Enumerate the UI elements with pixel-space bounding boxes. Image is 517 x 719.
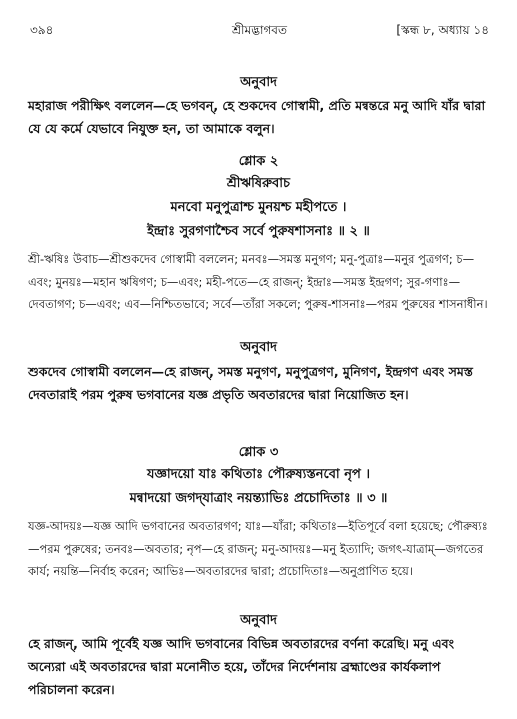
page-header (30, 22, 489, 42)
synonyms-text: যজ্ঞ-আদয়ঃ—যজ্ঞ আদি ভগবানের অবতারগণ; যাঃ—যাঁরা; কথিতাঃ—ইতিপূর্বে বলা হয়েছে; পৌরুষ্যঃ—পরম পুরুষের; তনবঃ—অবতার; নৃপ—হে রাজন্‌; মনু-আদয়ঃ—মনু ইত্যাদি; জগৎ-যাত্রাম্‌—জগতের কার্য; নয়ন্তি—নির্বাহ করেন; আভিঃ—অবতারদের দ্বারা; প্রচোদিতাঃ—অনুপ্রাণিত হয়ে। (28, 519, 488, 578)
verse-line: মনবো মনুপুত্রাশ্চ মুনয়শ্চ মহীপতে । (170, 200, 347, 215)
verse-text (0, 463, 517, 511)
translation-text: হে রাজন্‌, আমি পূর্বেই যজ্ঞ আদি ভগবানের বিভিন্ন অবতারদের বর্ণনা করেছি। মনু এবং অন্যেরা এই অবতারদের দ্বারা মনোনীত হয়ে, তাঁদের নির্দেশনায় ব্রহ্মাণ্ডের কার্যকলাপ পরিচালনা করেন। (28, 636, 454, 697)
page-number: ৩৯৪ (30, 23, 54, 37)
section-label: [স্কন্ধ ৮, অধ্যায় ১৪ (396, 23, 489, 37)
verse-text (0, 172, 517, 244)
verse-line: শ্রীঋষিরুবাচ (226, 176, 291, 191)
translation-heading: অনুবাদ (240, 340, 277, 355)
translation-text: মহারাজ পরীক্ষিৎ বললেন—হে ভগবন্‌, হে শুকদেব গোস্বামী, প্রতি মন্বন্তরে মনু আদি যাঁর দ্বারা যে যে কর্মে যেভাবে নিযুক্ত হন, তা আমাকে বলুন। (28, 98, 486, 136)
verse-heading: শ্লোক ২ (238, 154, 279, 169)
synonyms-text: শ্রী-ঋষিঃ উবাচ—শ্রীশুকদেব গোস্বামী বললেন; মনবঃ—সমস্ত মনুগণ; মনু-পুত্রাঃ—মনুর পুত্রগণ; চ—এবং; মুনয়ঃ—মহান ঋষিগণ; চ—এবং; মহী-পতে—হে রাজন্‌; ইন্দ্রাঃ—সমস্ত ইন্দ্রগণ; সুর-গণাঃ—দেবতাগণ; চ—এবং; এব—নিশ্চিতভাবে; সর্বে—তাঁরা সকলে; পুরুষ-শাসনাঃ—পরম পুরুষের শাসনাধীন। (28, 252, 488, 311)
verse-line: ইন্দ্রাঃ সুরগণাশ্চৈব সর্বে পুরুষশাসনাঃ ॥ ২ ॥ (147, 224, 370, 239)
verse-heading: শ্লোক ৩ (238, 445, 279, 460)
translation-heading: অনুবাদ (240, 75, 277, 90)
translation-text: শুকদেব গোস্বামী বললেন—হে রাজন্‌, সমস্ত মনুগণ, মনুপুত্রগণ, মুনিগণ, ইন্দ্রগণ এবং সমস্ত দেবতারাই পরম পুরুষ ভগবানের যজ্ঞ প্রভৃতি অবতারদের দ্বারা নিয়োজিত হন। (28, 364, 473, 402)
verse-line: যজ্ঞাদয়ো যাঃ কথিতাঃ পৌরুষ্যস্তনবো নৃপ । (147, 467, 370, 482)
translation-heading: অনুবাদ (240, 613, 277, 628)
book-title: শ্রীমদ্ভাগবত (231, 23, 287, 37)
verse-line: মন্বাদয়ো জগদ্‌যাত্রাং নয়ন্ত্যাভিঃ প্রচোদিতাঃ ॥ ৩ ॥ (129, 491, 388, 506)
